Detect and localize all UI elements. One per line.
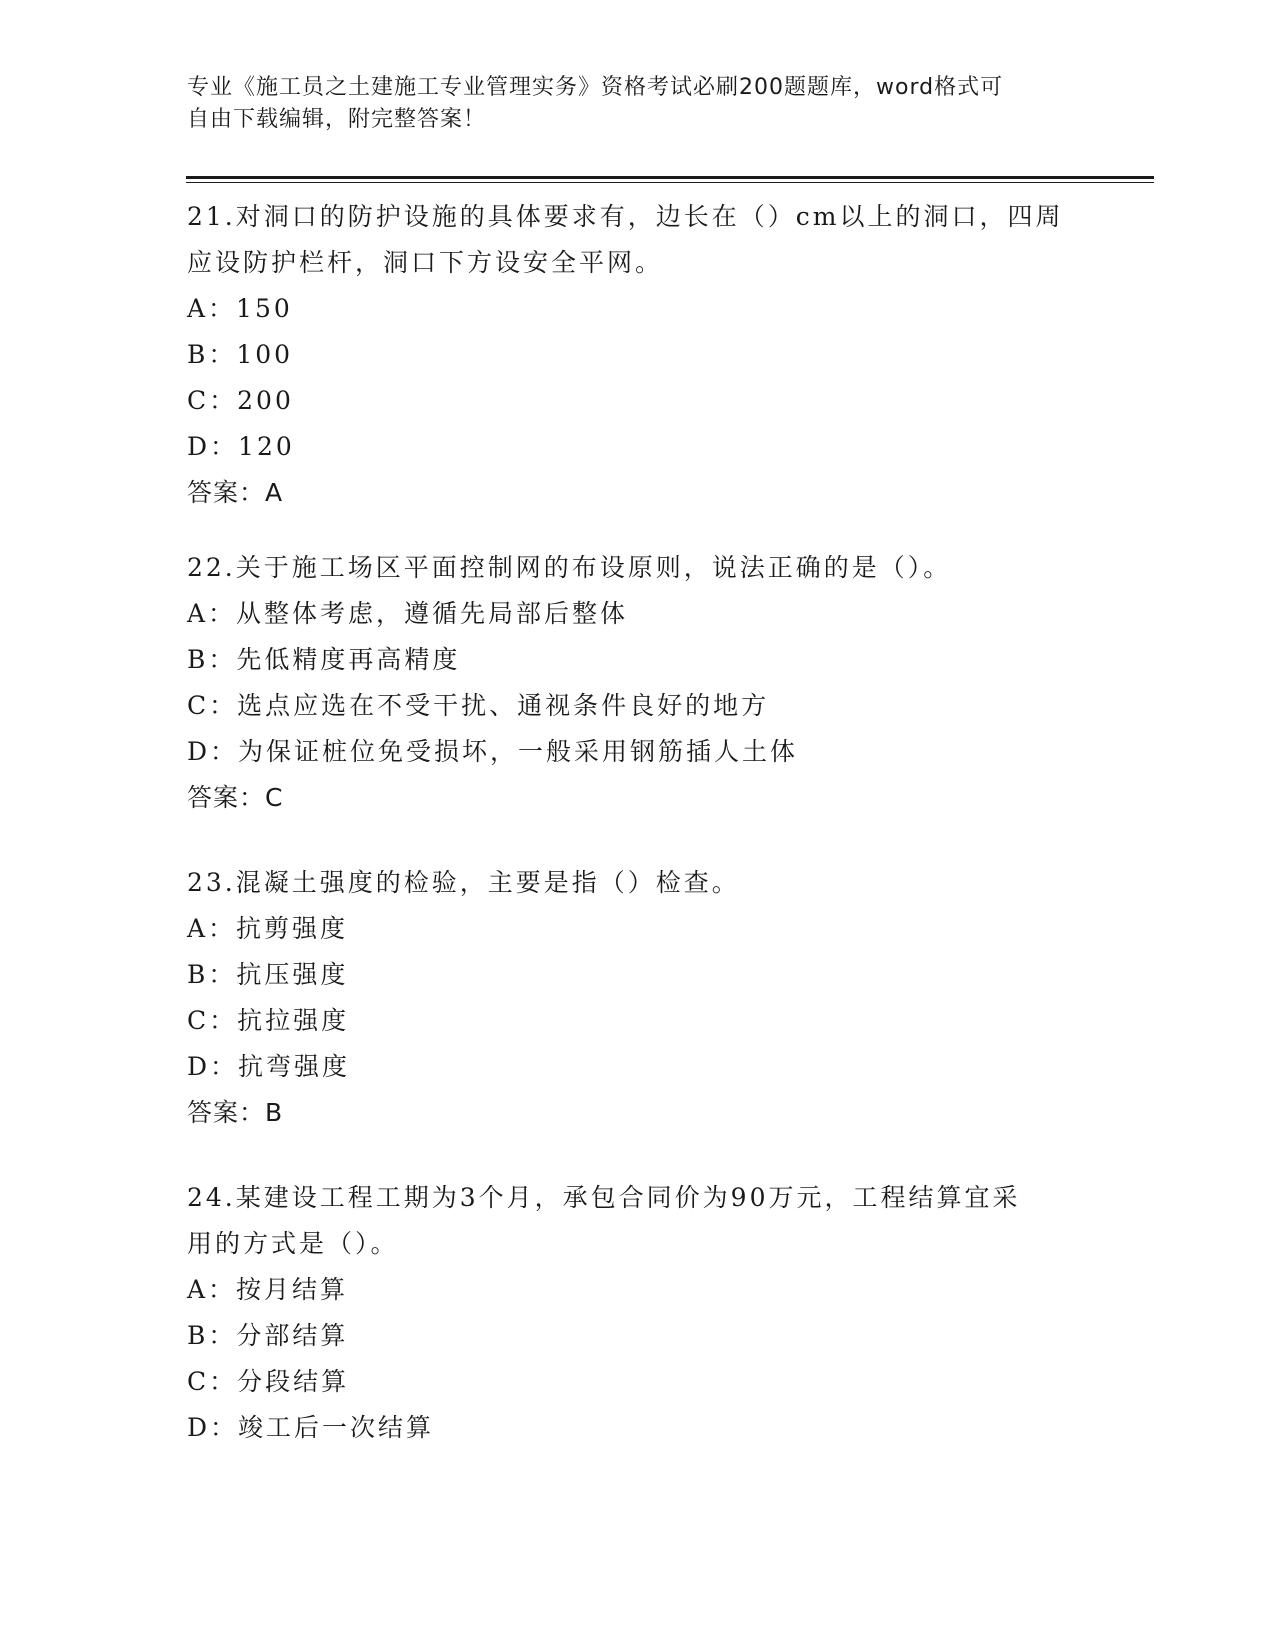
answer-line: 答案：A (187, 478, 284, 507)
question-22 (187, 545, 1087, 821)
option-d: D：120 (187, 432, 295, 461)
question-stem-line: 用的方式是（）。 (187, 1229, 399, 1258)
option-b: B：抗压强度 (187, 960, 349, 989)
option-d: D：抗弯强度 (187, 1052, 351, 1081)
header-divider-thin (186, 182, 1154, 183)
question-stem-line: 23.混凝土强度的检验，主要是指（）检查。 (187, 868, 740, 897)
document-header (187, 72, 1067, 136)
question-21 (187, 194, 1087, 516)
header-line-1: 专业《施工员之土建施工专业管理实务》资格考试必刷200题题库，word格式可 (187, 75, 1004, 100)
option-a: A：150 (187, 294, 293, 323)
option-a: A：抗剪强度 (187, 914, 349, 943)
option-a: A：按月结算 (187, 1275, 349, 1304)
answer-line: 答案：C (187, 783, 284, 812)
option-b: B：分部结算 (187, 1321, 349, 1350)
option-c: C：分段结算 (187, 1367, 350, 1396)
question-24 (187, 1175, 1087, 1451)
question-stem-line: 21.对洞口的防护设施的具体要求有，边长在（）cm以上的洞口，四周 (187, 202, 1064, 231)
header-line-2: 自由下载编辑，附完整答案！ (187, 107, 487, 132)
question-stem-line: 22.关于施工场区平面控制网的布设原则，说法正确的是（）。 (187, 553, 952, 582)
option-b: B：100 (187, 340, 294, 369)
option-d: D：为保证桩位免受损坏，一般采用钢筋插人土体 (187, 737, 799, 766)
option-c: C：200 (187, 386, 294, 415)
header-divider-thick (186, 176, 1154, 179)
option-c: C：抗拉强度 (187, 1006, 350, 1035)
option-b: B：先低精度再高精度 (187, 645, 461, 674)
option-a: A：从整体考虑，遵循先局部后整体 (187, 599, 629, 628)
question-stem-line: 应设防护栏杆，洞口下方设安全平网。 (187, 248, 664, 277)
question-stem-line: 24.某建设工程工期为3个月，承包合同价为90万元，工程结算宜采 (187, 1183, 1021, 1212)
question-23 (187, 860, 1087, 1136)
option-d: D：竣工后一次结算 (187, 1413, 435, 1442)
answer-line: 答案：B (187, 1098, 284, 1127)
option-c: C：选点应选在不受干扰、通视条件良好的地方 (187, 691, 770, 720)
